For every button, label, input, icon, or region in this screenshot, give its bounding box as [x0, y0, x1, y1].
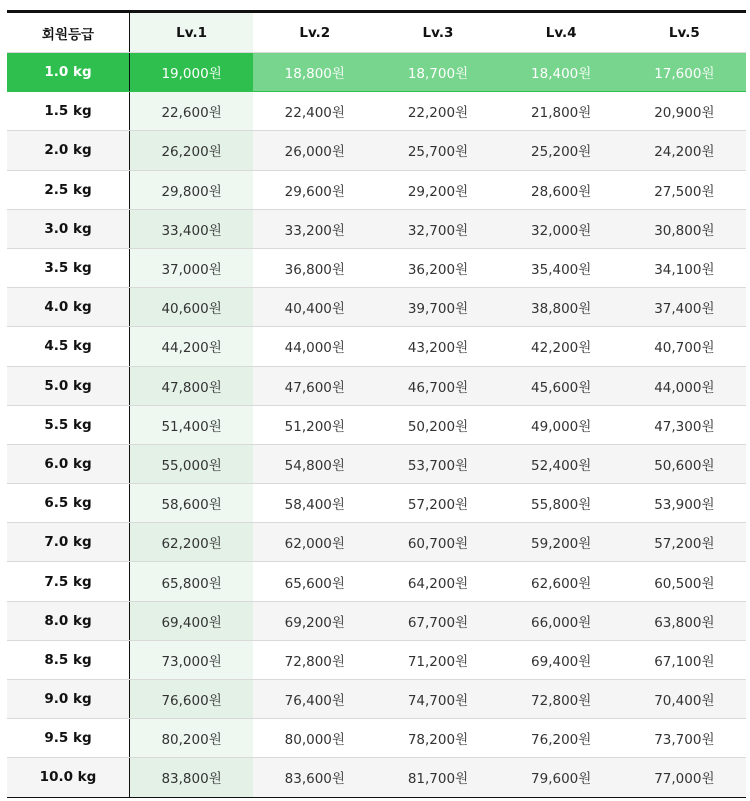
price-cell-lv1: 44,200원: [130, 327, 253, 365]
header-level-4: Lv.4: [545, 24, 577, 41]
table-row: [7, 484, 746, 523]
price-cell-lv1: 83,800원: [130, 758, 253, 796]
price-cell-lv1: 73,000원: [130, 641, 253, 679]
price-cell-lv3: 46,700원: [376, 367, 499, 405]
price-cell-lv3: 18,700원: [376, 53, 499, 91]
table-row: [7, 719, 746, 758]
price-cell-lv3: 29,200원: [407, 183, 469, 200]
table-header-row: [7, 13, 746, 53]
price-cell-lv5: 60,500원: [654, 575, 715, 592]
price-cell-lv2: 69,200원: [253, 602, 376, 640]
price-cell-lv3: 67,700원: [376, 602, 499, 640]
price-cell-lv2: 36,800원: [284, 262, 345, 279]
price-cell-lv5: 67,100원: [654, 653, 715, 670]
price-cell-lv4: 25,200원: [500, 131, 623, 169]
weight-cell: 6.5 kg: [7, 484, 130, 522]
weight-cell: 5.0 kg: [7, 367, 130, 405]
weight-cell: 9.0 kg: [7, 680, 130, 718]
price-cell-lv3: 81,700원: [376, 758, 499, 796]
price-cell-lv1: 65,800원: [130, 562, 253, 600]
price-cell-lv2: 18,800원: [253, 53, 376, 91]
table-row: [7, 367, 746, 406]
price-cell-lv3: 43,200원: [407, 340, 469, 357]
price-cell-lv5: 70,400원: [623, 680, 746, 718]
price-cell-lv3: 50,200원: [407, 418, 469, 435]
table-body: [7, 53, 746, 798]
price-cell-lv5: 77,000원: [623, 758, 746, 796]
price-cell-lv5: 53,900원: [654, 497, 715, 514]
price-cell-lv5: 37,400원: [623, 288, 746, 326]
price-cell-lv4: 59,200원: [500, 523, 623, 561]
price-cell-lv3: 78,200원: [407, 732, 469, 749]
price-cell-lv2: 22,400원: [284, 105, 345, 122]
price-cell-lv2: 26,000원: [253, 131, 376, 169]
price-cell-lv2: 58,400원: [284, 497, 345, 514]
price-cell-lv4: 32,000원: [500, 210, 623, 248]
price-cell-lv4: 79,600원: [500, 758, 623, 796]
price-table: [7, 10, 746, 798]
price-cell-lv2: 65,600원: [284, 575, 345, 592]
price-cell-lv1: 58,600원: [130, 484, 253, 522]
price-cell-lv4: 38,800원: [500, 288, 623, 326]
price-cell-lv4: 28,600원: [531, 183, 592, 200]
price-cell-lv5: 73,700원: [654, 732, 715, 749]
price-cell-lv2: 47,600원: [253, 367, 376, 405]
price-cell-lv2: 40,400원: [253, 288, 376, 326]
price-cell-lv4: 42,200원: [531, 340, 592, 357]
weight-cell: 7.5 kg: [7, 562, 130, 600]
weight-cell: 7.0 kg: [7, 523, 130, 561]
price-cell-lv1: 47,800원: [130, 367, 253, 405]
weight-cell: 3.0 kg: [7, 210, 130, 248]
price-cell-lv5: 34,100원: [654, 262, 715, 279]
weight-cell: 9.5 kg: [7, 719, 130, 757]
price-cell-lv3: 71,200원: [407, 653, 469, 670]
table-row: [7, 641, 746, 680]
price-cell-lv3: 64,200원: [407, 575, 469, 592]
price-cell-lv1: 69,400원: [130, 602, 253, 640]
price-cell-lv5: 50,600원: [623, 445, 746, 483]
price-cell-lv2: 44,000원: [284, 340, 345, 357]
price-cell-lv2: 29,600원: [284, 183, 345, 200]
price-cell-lv4: 76,200원: [531, 732, 592, 749]
table-row: [7, 171, 746, 210]
price-cell-lv4: 66,000원: [500, 602, 623, 640]
price-cell-lv2: 54,800원: [253, 445, 376, 483]
price-cell-lv1: 37,000원: [130, 249, 253, 287]
price-cell-lv5: 20,900원: [654, 105, 715, 122]
weight-cell: 2.0 kg: [7, 131, 130, 169]
weight-cell: 4.5 kg: [7, 327, 130, 365]
weight-cell: 1.5 kg: [7, 92, 130, 130]
table-row: [7, 210, 746, 249]
price-cell-lv5: 17,600원: [623, 53, 746, 91]
price-cell-lv1: 51,400원: [130, 406, 253, 444]
price-cell-lv3: 60,700원: [376, 523, 499, 561]
price-cell-lv5: 30,800원: [623, 210, 746, 248]
price-cell-lv5: 47,300원: [654, 418, 715, 435]
weight-cell: 6.0 kg: [7, 445, 130, 483]
price-cell-lv4: 72,800원: [500, 680, 623, 718]
table-row: [7, 523, 746, 562]
table-row: [7, 406, 746, 445]
price-cell-lv1: 62,200원: [130, 523, 253, 561]
price-cell-lv3: 39,700원: [376, 288, 499, 326]
table-row: [7, 680, 746, 719]
table-row: [7, 327, 746, 366]
price-cell-lv1: 19,000원: [130, 53, 253, 91]
price-cell-lv2: 72,800원: [284, 653, 345, 670]
weight-cell: 8.5 kg: [7, 641, 130, 679]
price-cell-lv5: 27,500원: [654, 183, 715, 200]
weight-cell: 10.0 kg: [7, 758, 130, 796]
weight-cell: 8.0 kg: [7, 602, 130, 640]
weight-cell: 2.5 kg: [7, 171, 130, 209]
table-row: [7, 602, 746, 641]
price-cell-lv2: 62,000원: [253, 523, 376, 561]
price-cell-lv1: 55,000원: [130, 445, 253, 483]
table-row: [7, 53, 746, 92]
price-cell-lv1: 40,600원: [130, 288, 253, 326]
price-cell-lv3: 57,200원: [407, 497, 469, 514]
price-cell-lv4: 55,800원: [531, 497, 592, 514]
price-cell-lv2: 76,400원: [253, 680, 376, 718]
price-cell-lv3: 25,700원: [376, 131, 499, 169]
price-cell-lv3: 32,700원: [376, 210, 499, 248]
table-row: [7, 249, 746, 288]
header-level-5: Lv.5: [668, 24, 700, 41]
table-row: [7, 562, 746, 601]
table-row: [7, 288, 746, 327]
price-cell-lv2: 51,200원: [284, 418, 345, 435]
price-cell-lv4: 69,400원: [531, 653, 592, 670]
price-cell-lv2: 33,200원: [253, 210, 376, 248]
price-cell-lv4: 35,400원: [531, 262, 592, 279]
price-cell-lv1: 80,200원: [130, 719, 253, 757]
price-cell-lv1: 76,600원: [130, 680, 253, 718]
price-cell-lv4: 62,600원: [531, 575, 592, 592]
price-cell-lv4: 45,600원: [500, 367, 623, 405]
price-cell-lv3: 22,200원: [407, 105, 469, 122]
price-cell-lv5: 24,200원: [623, 131, 746, 169]
table-row: [7, 92, 746, 131]
table-row: [7, 445, 746, 484]
weight-cell: 5.5 kg: [7, 406, 130, 444]
price-cell-lv3: 53,700원: [376, 445, 499, 483]
price-cell-lv2: 80,000원: [284, 732, 345, 749]
header-grade-label: 회원등급: [7, 13, 130, 52]
table-row: [7, 131, 746, 170]
price-cell-lv4: 52,400원: [500, 445, 623, 483]
weight-cell: 1.0 kg: [7, 53, 130, 91]
price-cell-lv1: 22,600원: [130, 92, 253, 130]
price-cell-lv1: 29,800원: [130, 171, 253, 209]
header-level-3: Lv.3: [422, 24, 454, 41]
price-cell-lv5: 63,800원: [623, 602, 746, 640]
price-cell-lv5: 44,000원: [623, 367, 746, 405]
price-cell-lv1: 26,200원: [130, 131, 253, 169]
price-cell-lv5: 57,200원: [623, 523, 746, 561]
price-cell-lv3: 74,700원: [376, 680, 499, 718]
price-cell-lv1: 33,400원: [130, 210, 253, 248]
price-cell-lv4: 21,800원: [531, 105, 592, 122]
price-cell-lv3: 36,200원: [407, 262, 469, 279]
weight-cell: 3.5 kg: [7, 249, 130, 287]
price-cell-lv2: 83,600원: [253, 758, 376, 796]
header-level-2: Lv.2: [299, 24, 331, 41]
price-cell-lv4: 18,400원: [500, 53, 623, 91]
price-cell-lv4: 49,000원: [531, 418, 592, 435]
price-cell-lv5: 40,700원: [654, 340, 715, 357]
header-level-1: Lv.1: [130, 13, 253, 52]
table-row: [7, 758, 746, 797]
weight-cell: 4.0 kg: [7, 288, 130, 326]
